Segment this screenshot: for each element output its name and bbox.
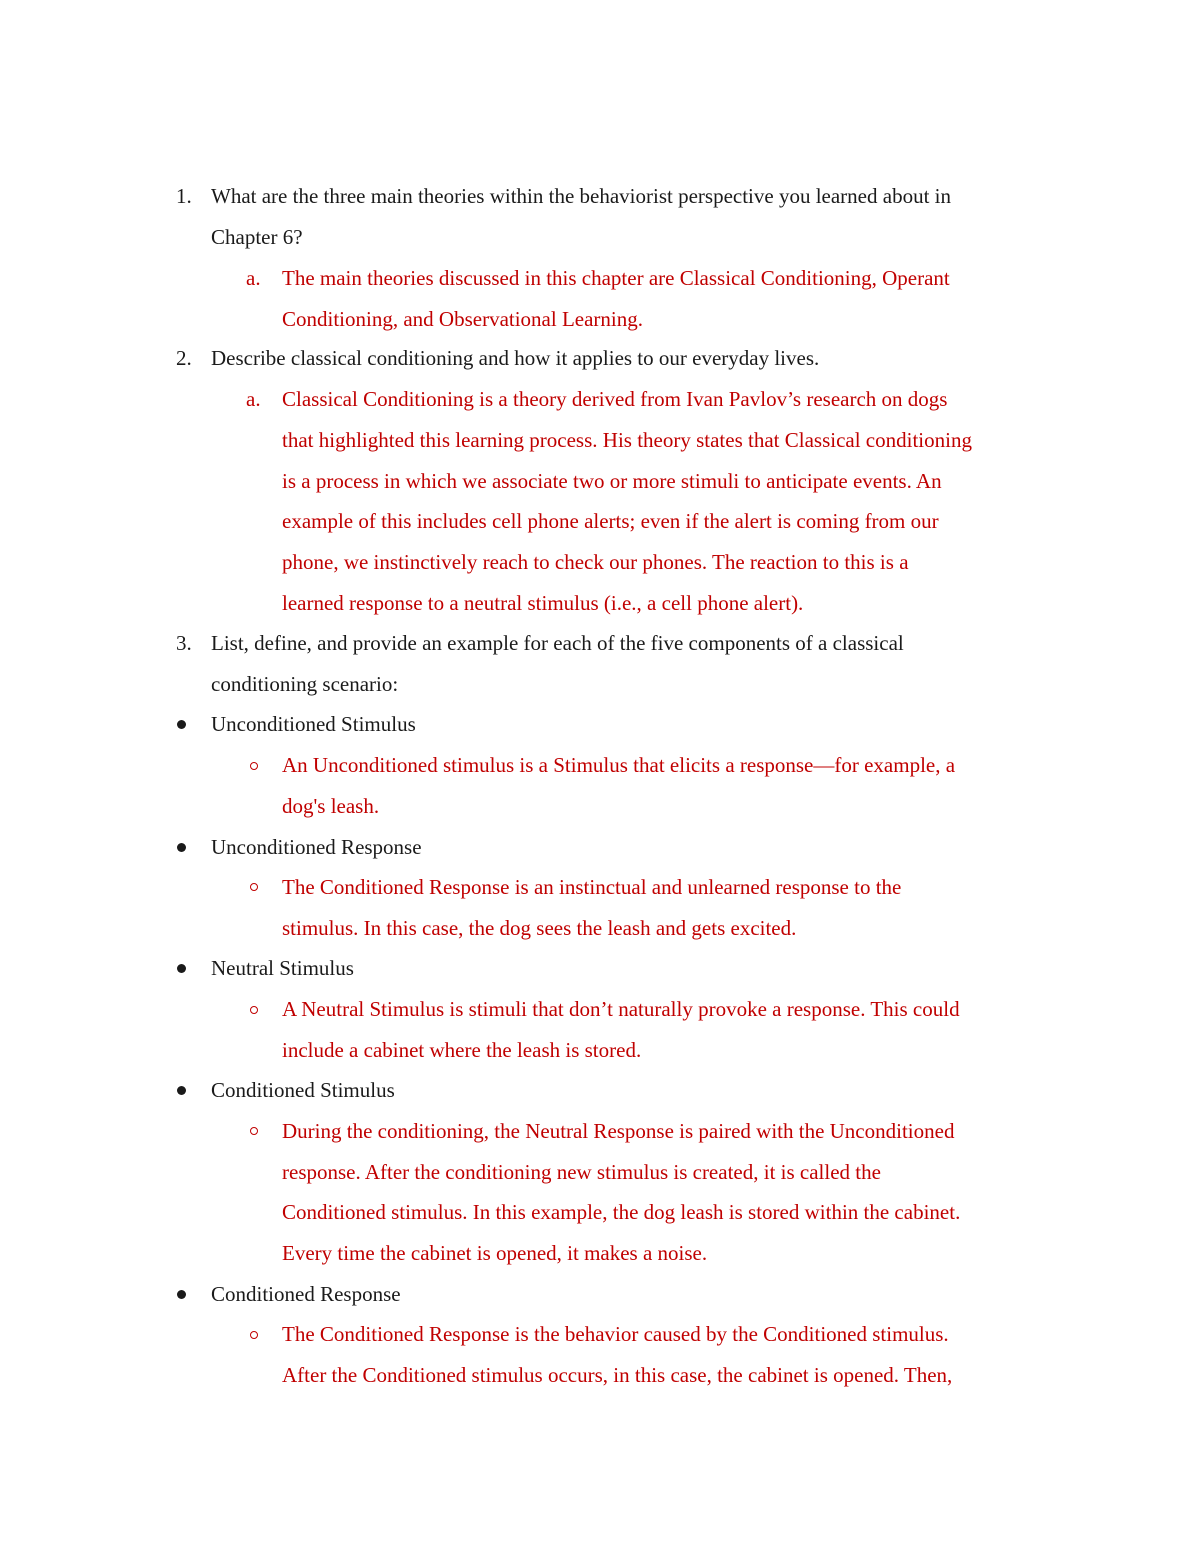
component-2-definition-line-2: stimulus. In this case, the dog sees the leash and gets excited.: [282, 916, 797, 940]
component-1-term: Unconditioned Stimulus: [211, 712, 416, 736]
hollow-bullet-icon: [250, 883, 258, 891]
question-1-text-line-1: What are the three main theories within the behaviorist perspective you learned about in: [211, 184, 951, 208]
hollow-bullet-icon: [250, 1006, 258, 1014]
question-3-text-line-1: List, define, and provide an example for each of the five components of a classical: [211, 631, 904, 655]
component-1-definition-line-1: An Unconditioned stimulus is a Stimulus that elicits a response—for example, a: [282, 753, 956, 777]
component-5-definition-line-2: After the Conditioned stimulus occurs, in this case, the cabinet is opened. Then,: [282, 1363, 953, 1387]
component-2-definition-line-1: The Conditioned Response is an instinctual and unlearned response to the: [282, 875, 902, 899]
component-4-definition-line-3: Conditioned stimulus. In this example, the dog leash is stored within the cabinet.: [282, 1200, 961, 1224]
question-2-answer-marker: a.: [246, 387, 261, 411]
component-3-term: Neutral Stimulus: [211, 956, 354, 980]
question-2-answer-line-2: that highlighted this learning process. His theory states that Classical conditioning: [282, 428, 972, 452]
question-1-answer-line-1: The main theories discussed in this chapter are Classical Conditioning, Operant: [282, 266, 950, 290]
component-4-definition-line-4: Every time the cabinet is opened, it makes a noise.: [282, 1241, 708, 1265]
component-3-definition-line-1: A Neutral Stimulus is stimuli that don’t naturally provoke a response. This could: [282, 997, 960, 1021]
component-2-term: Unconditioned Response: [211, 835, 422, 859]
hollow-bullet-icon: [250, 762, 258, 770]
question-2-number: 2.: [176, 346, 192, 370]
component-5-definition-line-1: The Conditioned Response is the behavior caused by the Conditioned stimulus.: [282, 1322, 949, 1346]
component-4-definition-line-1: During the conditioning, the Neutral Response is paired with the Unconditioned: [282, 1119, 955, 1143]
bullet-dot-icon: [177, 1086, 186, 1095]
question-2-answer-line-6: learned response to a neutral stimulus (i.e., a cell phone alert).: [282, 591, 804, 615]
bullet-dot-icon: [177, 964, 186, 973]
component-4-definition-line-2: response. After the conditioning new stimulus is created, it is called the: [282, 1160, 881, 1184]
question-1-text-line-2: Chapter 6?: [211, 225, 303, 249]
component-1-definition-line-2: dog's leash.: [282, 794, 380, 818]
hollow-bullet-icon: [250, 1331, 258, 1339]
component-4-term: Conditioned Stimulus: [211, 1078, 395, 1102]
hollow-bullet-icon: [250, 1127, 258, 1135]
question-2-answer-line-1: Classical Conditioning is a theory derived from Ivan Pavlov’s research on dogs: [282, 387, 948, 411]
question-1-answer-line-2: Conditioning, and Observational Learning.: [282, 307, 644, 331]
question-2-answer-line-4: example of this includes cell phone alerts; even if the alert is coming from our: [282, 509, 939, 533]
component-5-term: Conditioned Response: [211, 1282, 401, 1306]
question-2-text-line-1: Describe classical conditioning and how it applies to our everyday lives.: [211, 346, 820, 370]
component-3-definition-line-2: include a cabinet where the leash is stored.: [282, 1038, 642, 1062]
question-2-answer-line-5: phone, we instinctively reach to check our phones. The reaction to this is a: [282, 550, 909, 574]
question-1-number: 1.: [176, 184, 192, 208]
bullet-dot-icon: [177, 720, 186, 729]
bullet-dot-icon: [177, 843, 186, 852]
question-2-answer-line-3: is a process in which we associate two or more stimuli to anticipate events. An: [282, 469, 942, 493]
question-3-text-line-2: conditioning scenario:: [211, 672, 399, 696]
question-1-answer-marker: a.: [246, 266, 261, 290]
bullet-dot-icon: [177, 1290, 186, 1299]
question-3-number: 3.: [176, 631, 192, 655]
